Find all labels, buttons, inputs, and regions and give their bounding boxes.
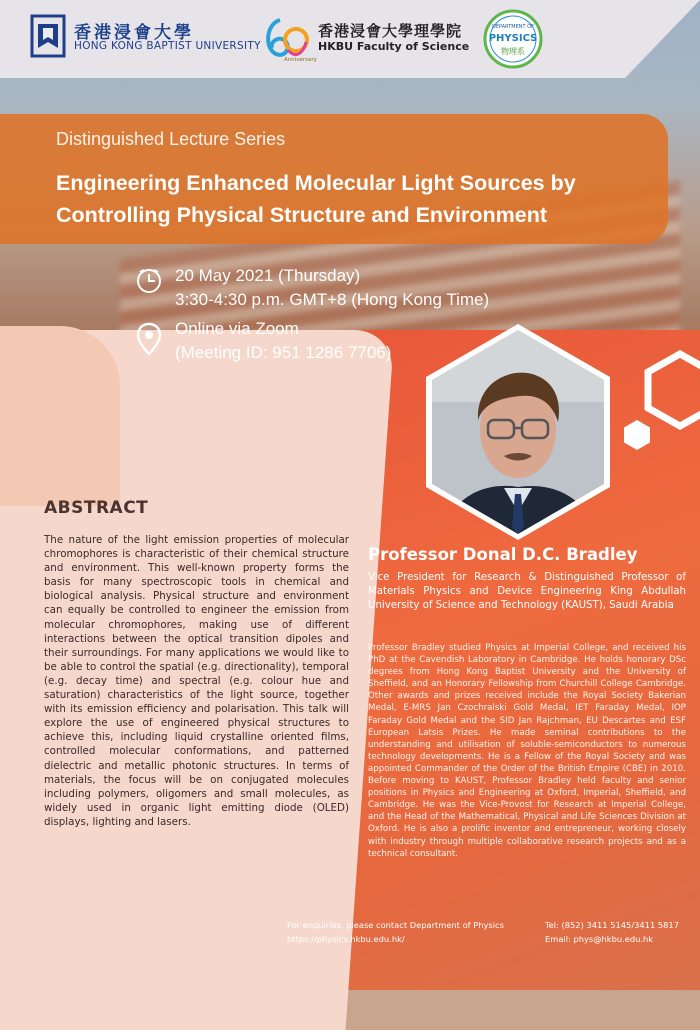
footer-telephone: Tel: (852) 3411 5145/3411 5817	[545, 920, 679, 930]
speaker-name: Professor Donal D.C. Bradley	[368, 545, 638, 564]
physics-logo-word: PHYSICS	[488, 33, 538, 44]
physics-logo-cn: 物理系	[501, 47, 525, 56]
anniversary-label: Anniversary	[284, 57, 317, 63]
event-time: 3:30-4:30 p.m. GMT+8 (Hong Kong Time)	[175, 290, 490, 309]
lecture-series: Distinguished Lecture Series	[56, 129, 286, 149]
speaker-title: Vice President for Research & Distinguished Professor of Materials Physics and Device Engineering King Abdullah University of Science and Technology (KAUST), Saudi Arabia	[368, 572, 686, 611]
hkbu-logo	[30, 14, 66, 58]
location-pin-icon	[136, 322, 162, 358]
decorative-hexagon-outline	[640, 350, 700, 430]
decorative-curve	[0, 326, 120, 506]
hkbu-name-en: HONG KONG BAPTIST UNIVERSITY	[74, 40, 261, 52]
decorative-hexagon-small	[622, 419, 652, 451]
event-date: 20 May 2021 (Thursday)	[175, 266, 361, 285]
faculty-name-en: HKBU Faculty of Science	[318, 40, 470, 53]
footer-enquiry: For enquiries, please contact Department of Physics	[287, 920, 504, 930]
abstract-heading: ABSTRACT	[44, 498, 149, 518]
speaker-photo	[420, 322, 616, 542]
speaker-bio: Professor Bradley studied Physics at Imperial College, and received his PhD at the Cavendish Laboratory in Cambridge. He holds honorary DSc degrees from Hong Kong Baptist University and the University of Sheffield, and an Honorary Fellowship from Churchill College Cambridge. Other awards and prizes received include the Royal Society Bakerian Medal, E-MRS Jan Czochralski Gold Medal, IET Faraday Medal, IOP Faraday Gold Medal and the SID Jan Rajchman, EU Descartes and ESF European Latsis Prizes. He made seminal contributions to the understanding and utilisation of soluble-semiconductors to numerous technology developments. He is a Fellow of the Royal Society and was appointed Commander of the Order of the British Empire (CBE) in 2010. Before moving to KAUST, Professor Bradley held faculty and senior positions in Physics and Engineering at Oxford, Imperial, Sheffield, and Cambridge. He was the Vice-Provost for Research at Imperial College, and the Head of the Mathematical, Physical and Life Sciences Division at Oxford. He is also a prolific inventor and entrepreneur, working closely with industry through multiple collaborative research projects and as a technical consultant.	[368, 643, 686, 859]
hkbu-name-cn: 香港浸會大學	[74, 23, 194, 43]
abstract-body: The nature of the light emission properties of molecular chromophores is characteristic of their chemical structure and environment. This well-known property forms the basis for many spectroscopic tools in chemical and biological analysis. Physical structure and environment can equally be controlled to engineer the emission from molecular chromophores, making use of different interactions between the optical transition dipoles and their surroundings. For many applications we would like to be able to control the spatial (e.g. directionality), temporal (e.g. decay time) and spectral (e.g. colour hue and saturation) characteristics of the light source, together with its emission efficiency and polarisation. This talk will explore the use of engineered physical structures to achieve this, including liquid crystalline oriented films, controlled molecular conformations, and patterned dielectric and metallic photonic structures. In terms of materials, the focus will be on conjugated molecules including polymers, oligomers and small molecules, as widely used in organic light emitting diode (OLED) displays, lighting and lasers.	[44, 534, 349, 828]
physics-department-logo	[482, 8, 544, 70]
event-venue: Online via Zoom	[175, 319, 299, 338]
lecture-title: Engineering Enhanced Molecular Light Sources by Controlling Physical Structure and Environment	[56, 171, 576, 227]
physics-logo-top: DEPARTMENT OF	[492, 24, 534, 30]
footer-website-link[interactable]: https://physics.hkbu.edu.hk/	[287, 934, 405, 944]
footer-email-link[interactable]: Email: phys@hkbu.edu.hk	[545, 934, 654, 944]
clock-icon	[136, 268, 162, 294]
event-meeting-id: (Meeting ID: 951 1286 7706)	[175, 343, 392, 362]
faculty-name-cn: 香港浸會大學理學院	[318, 22, 463, 40]
